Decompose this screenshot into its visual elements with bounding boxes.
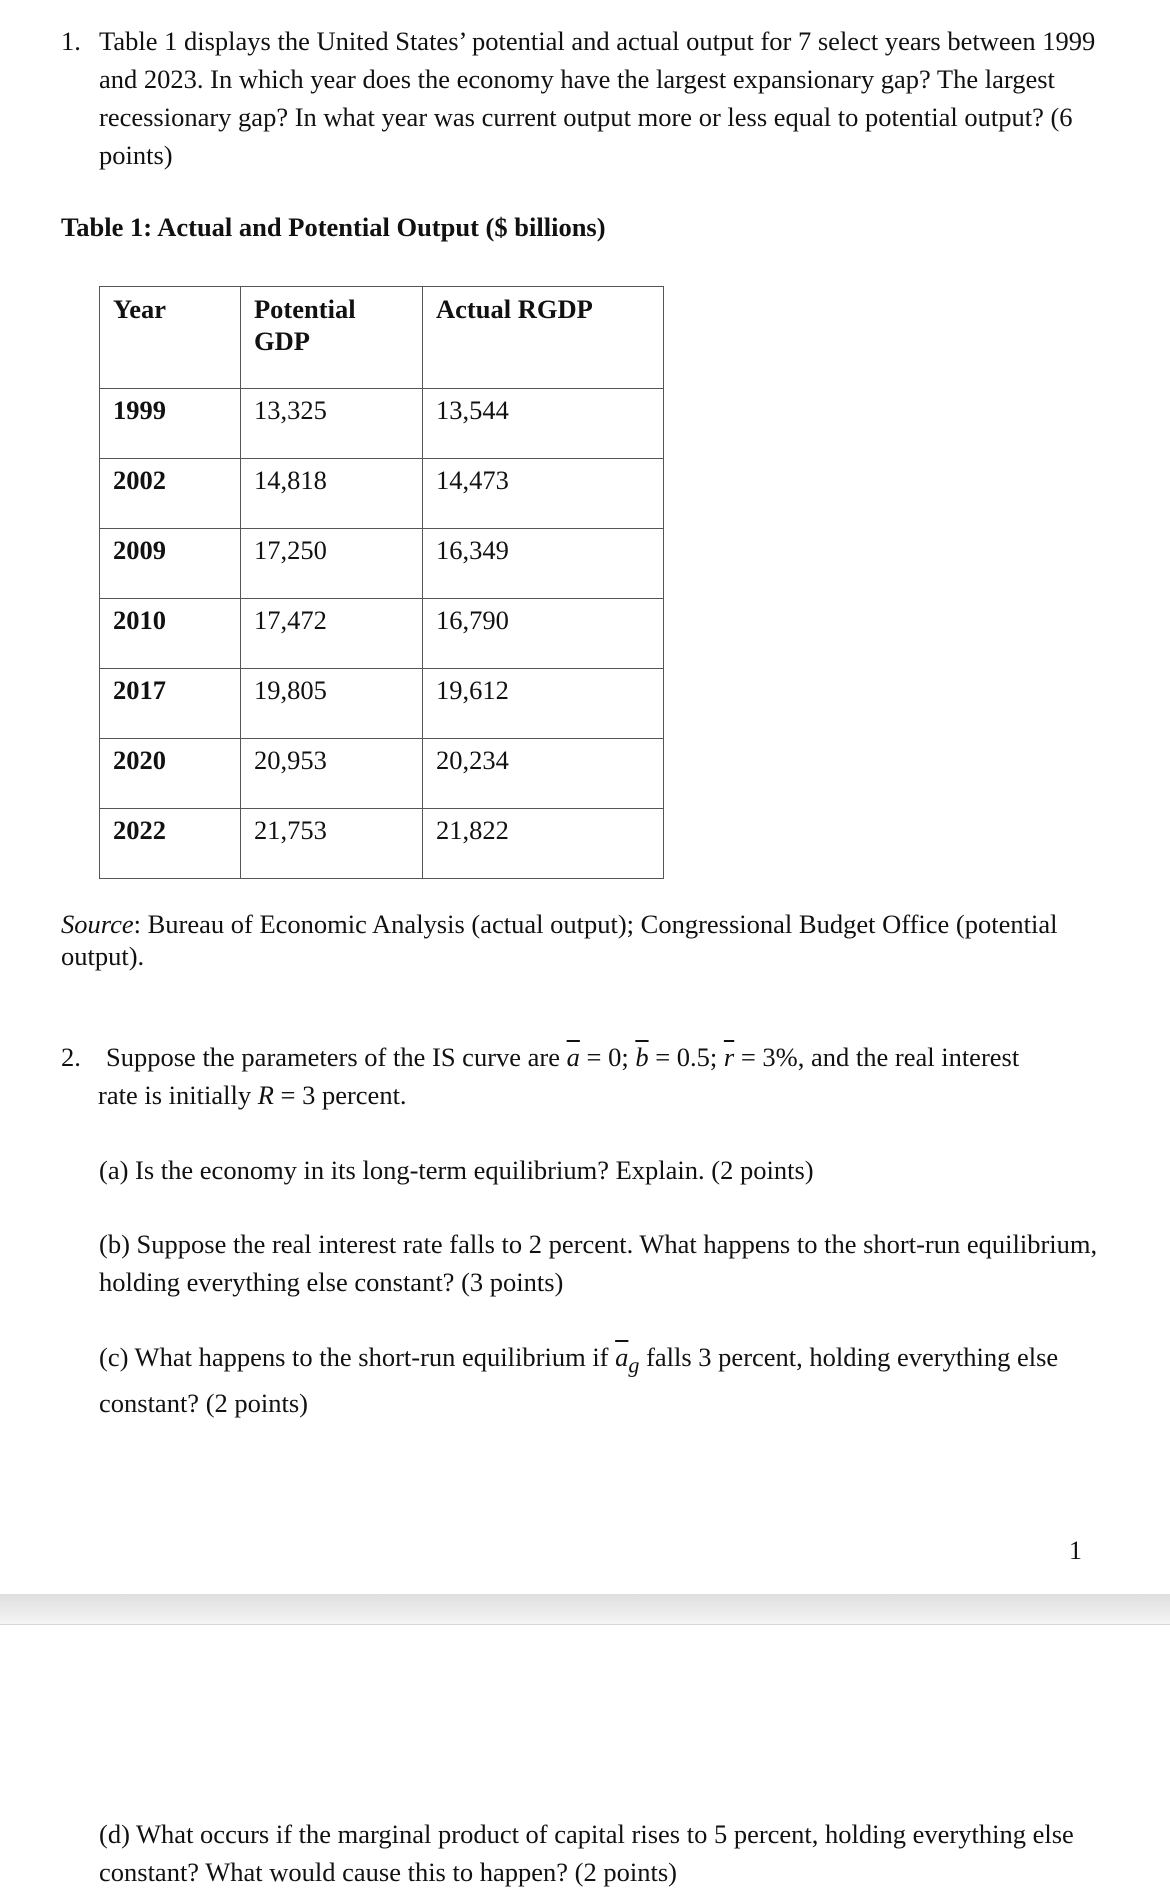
part-c-prefix: (c) What happens to the short-run equilibrium if (99, 1342, 616, 1372)
page-divider (0, 1594, 1170, 1625)
part-c-suffix: falls 3 percent, holding everything else constant? (2 points) (99, 1342, 1059, 1419)
table-row (100, 739, 664, 809)
table-row (100, 529, 664, 599)
cell-potential: 17,472 (241, 599, 423, 669)
cell-potential: 19,805 (241, 669, 423, 739)
cell-potential: 14,818 (241, 459, 423, 529)
table-row (100, 599, 664, 669)
param-a-bar: $\overline{a}$ (566, 1042, 580, 1072)
cell-actual: 19,612 (423, 669, 664, 739)
header-potential-gdp: Potential GDP (241, 287, 423, 389)
table-source (61, 908, 1061, 972)
question-2-part-c (99, 1338, 1099, 1422)
cell-year: 2020 (100, 739, 241, 809)
param-b-bar: $\overline{b}$ (635, 1042, 649, 1072)
cell-year: 2002 (100, 459, 241, 529)
question-2-number: 2. (61, 1042, 81, 1072)
question-2-part-d: (d) What occurs if the marginal product of capital rises to 5 percent, holding everything else constant? What would cause this to happen? (2 points) (99, 1819, 1074, 1887)
param-r-bar: $\overline{r}$ (723, 1042, 735, 1072)
part-c-subscript: g (628, 1352, 640, 1378)
question-1-number: 1. (61, 26, 81, 56)
table-header-row (100, 287, 664, 389)
cell-year: 2022 (100, 809, 241, 879)
table-caption: Table 1: Actual and Potential Output ($ billions) (61, 212, 606, 242)
cell-potential: 20,953 (241, 739, 423, 809)
line-2-suffix: = 3 percent. (273, 1080, 407, 1110)
cell-year: 2010 (100, 599, 241, 669)
output-table (99, 286, 664, 879)
param-r-value: = 3%, and the real interest (734, 1042, 1020, 1072)
cell-potential: 21,753 (241, 809, 423, 879)
header-actual-rgdp: Actual RGDP (423, 287, 664, 389)
cell-actual: 13,544 (423, 389, 664, 459)
header-year: Year (100, 287, 241, 389)
question-2-part-b: (b) Suppose the real interest rate falls to 2 percent. What happens to the short-run equilibrium, holding everything else constant? (3 points) (99, 1229, 1098, 1297)
question-1-text: Table 1 displays the United States’ potential and actual output for 7 select years between 1999 and 2023. In which year does the economy have the largest expansionary gap? The largest recessionary gap? In what year was current output more or less equal to potential output? (6 points) (99, 26, 1096, 170)
question-2-line-2 (98, 1076, 1146, 1114)
source-label: Source (61, 909, 134, 939)
cell-year: 1999 (100, 389, 241, 459)
question-2-intro (98, 1038, 1146, 1114)
param-b-value: = 0.5; (648, 1042, 724, 1072)
table-row (100, 459, 664, 529)
cell-potential: 13,325 (241, 389, 423, 459)
cell-actual: 14,473 (423, 459, 664, 529)
cell-year: 2009 (100, 529, 241, 599)
real-rate-variable: R (257, 1080, 274, 1110)
question-2-intro-text: Suppose the parameters of the IS curve are (106, 1042, 567, 1072)
cell-actual: 20,234 (423, 739, 664, 809)
table-row (100, 809, 664, 879)
table-row (100, 389, 664, 459)
cell-potential: 17,250 (241, 529, 423, 599)
cell-actual: 16,349 (423, 529, 664, 599)
line-2-prefix: rate is initially (98, 1080, 258, 1110)
source-text: : Bureau of Economic Analysis (actual output); Congressional Budget Office (potential output). (61, 909, 1058, 971)
cell-actual: 16,790 (423, 599, 664, 669)
question-2-part-a: (a) Is the economy in its long-term equilibrium? Explain. (2 points) (99, 1155, 814, 1185)
param-a-value: = 0; (579, 1042, 636, 1072)
part-c-variable: $\overline{a}$ (615, 1342, 629, 1372)
cell-actual: 21,822 (423, 809, 664, 879)
cell-year: 2017 (100, 669, 241, 739)
page-number: 1 (1069, 1536, 1082, 1565)
table-row (100, 669, 664, 739)
